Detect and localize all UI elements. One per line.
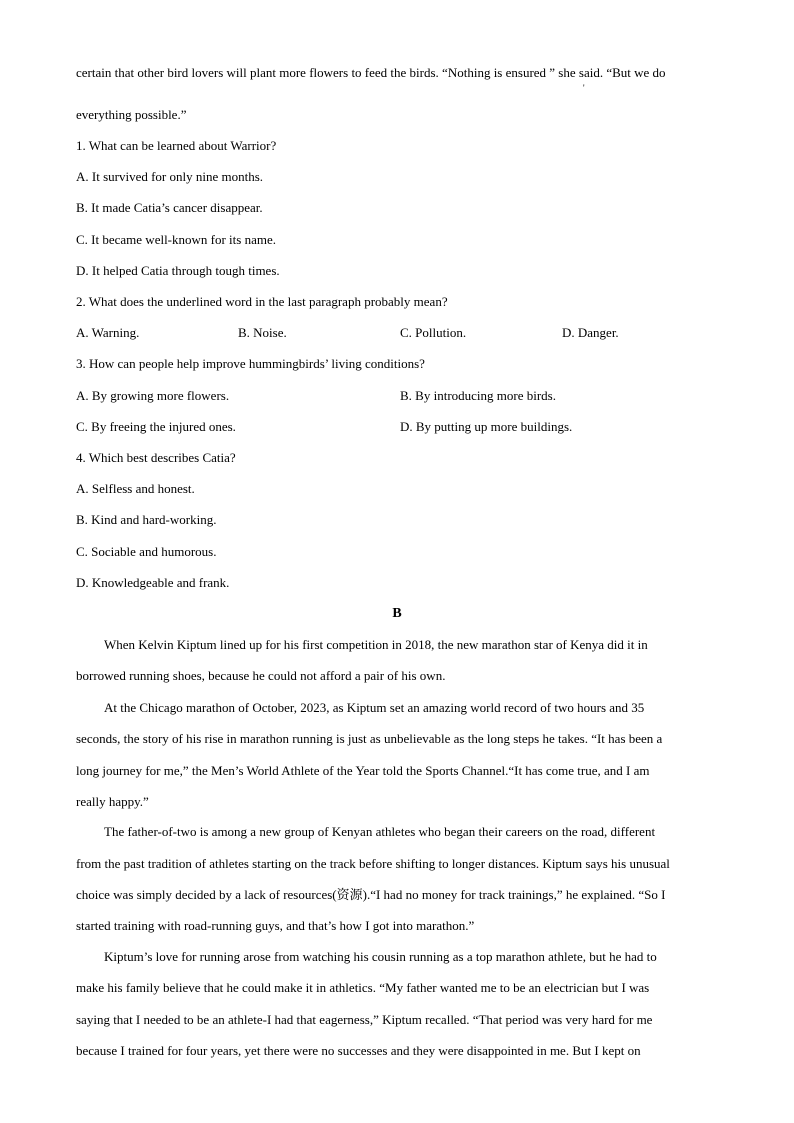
passage-b-line: seconds, the story of his rise in marathon running is just as unbelievable as the long steps he takes. “It has been a [76, 731, 663, 746]
passage-b-line: really happy.” [76, 794, 149, 809]
question-stem: 4. Which best describes Catia? [76, 450, 236, 465]
passage-b-line: Kiptum’s love for running arose from watching his cousin running as a top marathon athlete, but he had to [104, 949, 657, 964]
answer-option: C. By freeing the injured ones. [76, 419, 236, 434]
passage-b-line: because I trained for four years, yet there were no successes and they were disappointed in me. But I kept on [76, 1043, 641, 1058]
passage-b-line: started training with road-running guys, and that’s how I got into marathon.” [76, 918, 475, 933]
passage-a-line: certain that other bird lovers will plant more flowers to feed the birds. “Nothing is ensured ” she said. “But we do [76, 65, 666, 80]
passage-b-line: borrowed running shoes, because he could not afford a pair of his own. [76, 668, 446, 683]
answer-option: A. Warning. [76, 325, 140, 340]
answer-option: D. Knowledgeable and frank. [76, 575, 230, 590]
answer-option: A. By growing more flowers. [76, 388, 230, 403]
answer-option: C. Sociable and humorous. [76, 544, 217, 559]
passage-a-line: everything possible.” [76, 107, 187, 122]
answer-option: A. Selfless and honest. [76, 481, 195, 496]
passage-b-line: choice was simply decided by a lack of resources(资源).“I had no money for track trainings,” he explained. “So I [76, 887, 666, 902]
passage-b-line: make his family believe that he could make it in athletics. “My father wanted me to be an electrician but I was [76, 980, 650, 995]
answer-option: B. Noise. [238, 325, 287, 340]
passage-b-line: When Kelvin Kiptum lined up for his first competition in 2018, the new marathon star of Kenya did it in [104, 637, 648, 652]
answer-option: B. Kind and hard-working. [76, 512, 217, 527]
question-stem: 3. How can people help improve hummingbirds’ living conditions? [76, 356, 425, 371]
answer-option: C. It became well-known for its name. [76, 232, 276, 247]
answer-option: B. It made Catia’s cancer disappear. [76, 200, 263, 215]
question-stem: 2. What does the underlined word in the last paragraph probably mean? [76, 294, 448, 309]
passage-b-line: saying that I needed to be an athlete-I had that eagerness,” Kiptum recalled. “That period was very hard for me [76, 1012, 653, 1027]
answer-option: B. By introducing more birds. [400, 388, 556, 403]
answer-option: D. By putting up more buildings. [400, 419, 573, 434]
answer-option: D. Danger. [562, 325, 619, 340]
passage-b-line: from the past tradition of athletes starting on the track before shifting to longer distances. Kiptum says his unusual [76, 856, 670, 871]
answer-option: D. It helped Catia through tough times. [76, 263, 280, 278]
question-stem: 1. What can be learned about Warrior? [76, 138, 277, 153]
passage-b-line: At the Chicago marathon of October, 2023, as Kiptum set an amazing world record of two hours and 35 [104, 700, 645, 715]
section-heading: B [392, 606, 402, 621]
passage-b-line: The father-of-two is among a new group of Kenyan athletes who began their careers on the road, different [104, 824, 656, 839]
stray-mark: ' [583, 83, 585, 93]
passage-b-line: long journey for me,” the Men’s World Athlete of the Year told the Sports Channel.“It has come true, and I am [76, 763, 650, 778]
answer-option: A. It survived for only nine months. [76, 169, 264, 184]
answer-option: C. Pollution. [400, 325, 467, 340]
